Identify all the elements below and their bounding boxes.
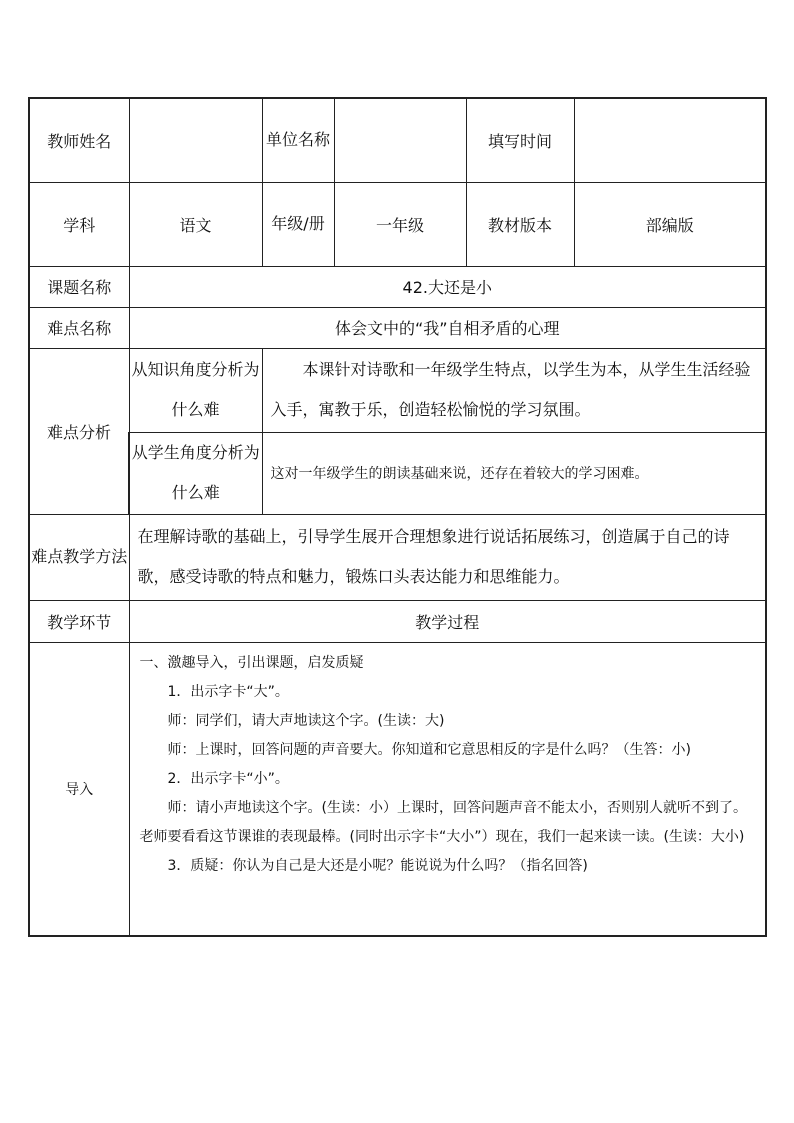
teacher-name-label: 教师姓名 — [29, 98, 129, 182]
unit-name-value — [334, 98, 466, 182]
row-teacher-info — [29, 98, 766, 182]
subject-value: 语文 — [129, 182, 262, 266]
lesson-value: 42.大还是小 — [129, 266, 766, 307]
difficulty-value: 体会文中的“我”自相矛盾的心理 — [129, 307, 766, 348]
grade-value: 一年级 — [334, 182, 466, 266]
row-analysis-knowledge — [29, 348, 766, 432]
analysis-label: 难点分析 — [29, 348, 129, 514]
row-method — [29, 514, 766, 600]
intro-line: 1．出示字卡“大”。 — [167, 683, 289, 700]
intro-line: 师：请小声地读这个字。(生读：小）上课时，回答问题声音不能太小，否则别人就听不到了。老师要看看这节课谁的表现最棒。(同时出示字卡“大小”）现在，我们一起来读一读。(生读：大小) — [139, 799, 747, 845]
grade-label: 年级/册 — [262, 182, 334, 266]
intro-label: 导入 — [29, 642, 129, 936]
stage-label: 教学环节 — [29, 600, 129, 642]
intro-content — [129, 642, 766, 936]
knowledge-angle-text: 本课针对诗歌和一年级学生特点，以学生为本，从学生生活经验入手，寓教于乐，创造轻松愉悦的学习氛围。 — [262, 348, 766, 432]
lesson-label: 课题名称 — [29, 266, 129, 307]
subject-label: 学科 — [29, 182, 129, 266]
method-text: 在理解诗歌的基础上，引导学生展开合理想象进行说话拓展练习，创造属于自己的诗歌，感受诗歌的特点和魅力，锻炼口头表达能力和思维能力。 — [129, 514, 766, 600]
method-label: 难点教学方法 — [29, 514, 129, 600]
fill-time-label: 填写时间 — [466, 98, 574, 182]
textbook-value: 部编版 — [574, 182, 766, 266]
knowledge-angle-label: 从知识角度分析为什么难 — [129, 348, 262, 432]
difficulty-label: 难点名称 — [29, 307, 129, 348]
row-subject — [29, 182, 766, 266]
row-analysis-student — [29, 432, 766, 514]
student-angle-label: 从学生角度分析为什么难 — [129, 432, 262, 514]
intro-line: 师：同学们，请大声地读这个字。(生读：大) — [167, 712, 445, 729]
row-stage-header — [29, 600, 766, 642]
unit-name-label: 单位名称 — [262, 98, 334, 182]
student-angle-text: 这对一年级学生的朗读基础来说，还存在着较大的学习困难。 — [262, 432, 766, 514]
intro-line: 2．出示字卡“小”。 — [167, 770, 289, 787]
intro-line: 3．质疑：你认为自己是大还是小呢？能说说为什么吗？（指名回答) — [167, 857, 588, 874]
row-lesson — [29, 266, 766, 307]
row-intro — [29, 642, 766, 936]
textbook-label: 教材版本 — [466, 182, 574, 266]
teacher-name-value — [129, 98, 262, 182]
intro-line: 一、激趣导入，引出课题，启发质疑 — [139, 654, 364, 671]
row-difficulty — [29, 307, 766, 348]
process-label: 教学过程 — [129, 600, 766, 642]
intro-line: 师：上课时，回答问题的声音要大。你知道和它意思相反的字是什么吗？（生答：小) — [167, 741, 691, 758]
fill-time-value — [574, 98, 766, 182]
lesson-plan-table — [28, 97, 767, 937]
